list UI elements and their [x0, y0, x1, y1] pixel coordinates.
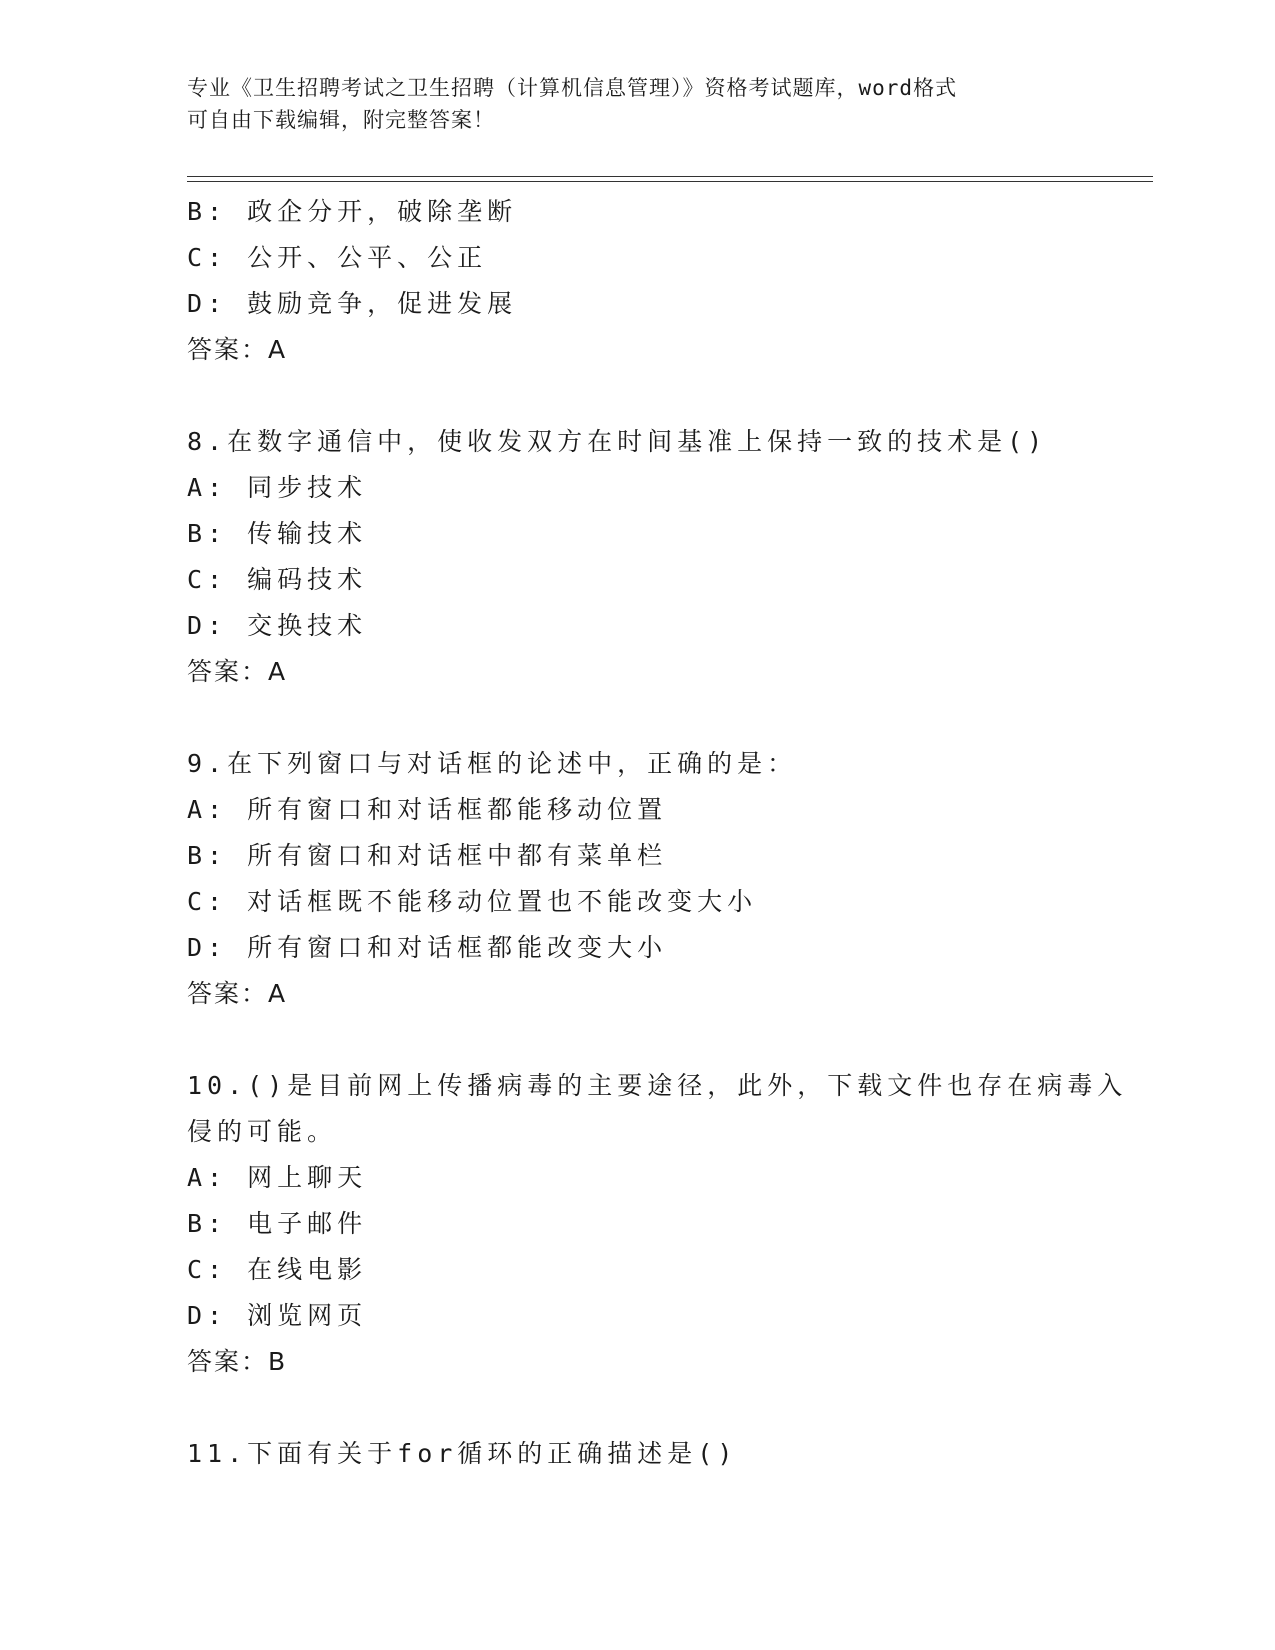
option-d: D: 浏览网页: [187, 1301, 368, 1330]
header-divider-bottom: [187, 181, 1153, 182]
spacer: [187, 373, 1147, 419]
option-a: A: 同步技术: [187, 473, 368, 502]
option-b: B: 政企分开，破除垄断: [187, 197, 518, 226]
question-7: [187, 189, 1147, 373]
answer-label: 答案：A: [187, 979, 288, 1008]
spacer: [187, 695, 1147, 741]
question-title: [187, 741, 1147, 787]
option-c: C: 在线电影: [187, 1255, 368, 1284]
spacer: [187, 1385, 1147, 1431]
header-line-2: 可自由下载编辑，附完整答案！: [187, 108, 495, 132]
question-8: [187, 419, 1147, 695]
option-d: D: 交换技术: [187, 611, 368, 640]
option-b: B: 所有窗口和对话框中都有菜单栏: [187, 841, 668, 870]
answer-label: 答案：A: [187, 657, 288, 686]
option-c: C: 公开、公平、公正: [187, 243, 488, 272]
question-9: [187, 741, 1147, 1017]
option-a: A: 网上聊天: [187, 1163, 368, 1192]
answer-label: 答案：B: [187, 1347, 288, 1376]
header-divider-top: [187, 176, 1153, 177]
option-d: D: 鼓励竞争，促进发展: [187, 289, 518, 318]
question-title-text: 11.下面有关于for循环的正确描述是(): [187, 1439, 738, 1468]
answer-label: 答案：A: [187, 335, 288, 364]
option-b: B: 传输技术: [187, 519, 368, 548]
option-c: C: 编码技术: [187, 565, 368, 594]
question-title-text: 8.在数字通信中，使收发双方在时间基准上保持一致的技术是(): [187, 427, 1048, 456]
question-title: [187, 419, 1147, 465]
question-10: [187, 1063, 1147, 1385]
option-b: B: 电子邮件: [187, 1209, 368, 1238]
question-title-line-2: 侵的可能。: [187, 1117, 338, 1146]
spacer: [187, 1017, 1147, 1063]
question-title-line-1: 10.()是目前网上传播病毒的主要途径，此外，下载文件也存在病毒入: [187, 1071, 1128, 1100]
option-d: D: 所有窗口和对话框都能改变大小: [187, 933, 668, 962]
option-c: C: 对话框既不能移动位置也不能改变大小: [187, 887, 758, 916]
option-a: A: 所有窗口和对话框都能移动位置: [187, 795, 668, 824]
header-line-1: 专业《卫生招聘考试之卫生招聘（计算机信息管理）》资格考试题库，word格式: [187, 76, 958, 100]
question-title: [187, 1431, 1147, 1477]
question-title: [187, 1063, 1147, 1155]
question-list: [187, 189, 1147, 1477]
question-11: [187, 1431, 1147, 1477]
question-title-text: 9.在下列窗口与对话框的论述中，正确的是：: [187, 749, 798, 778]
document-header: [187, 72, 1087, 136]
